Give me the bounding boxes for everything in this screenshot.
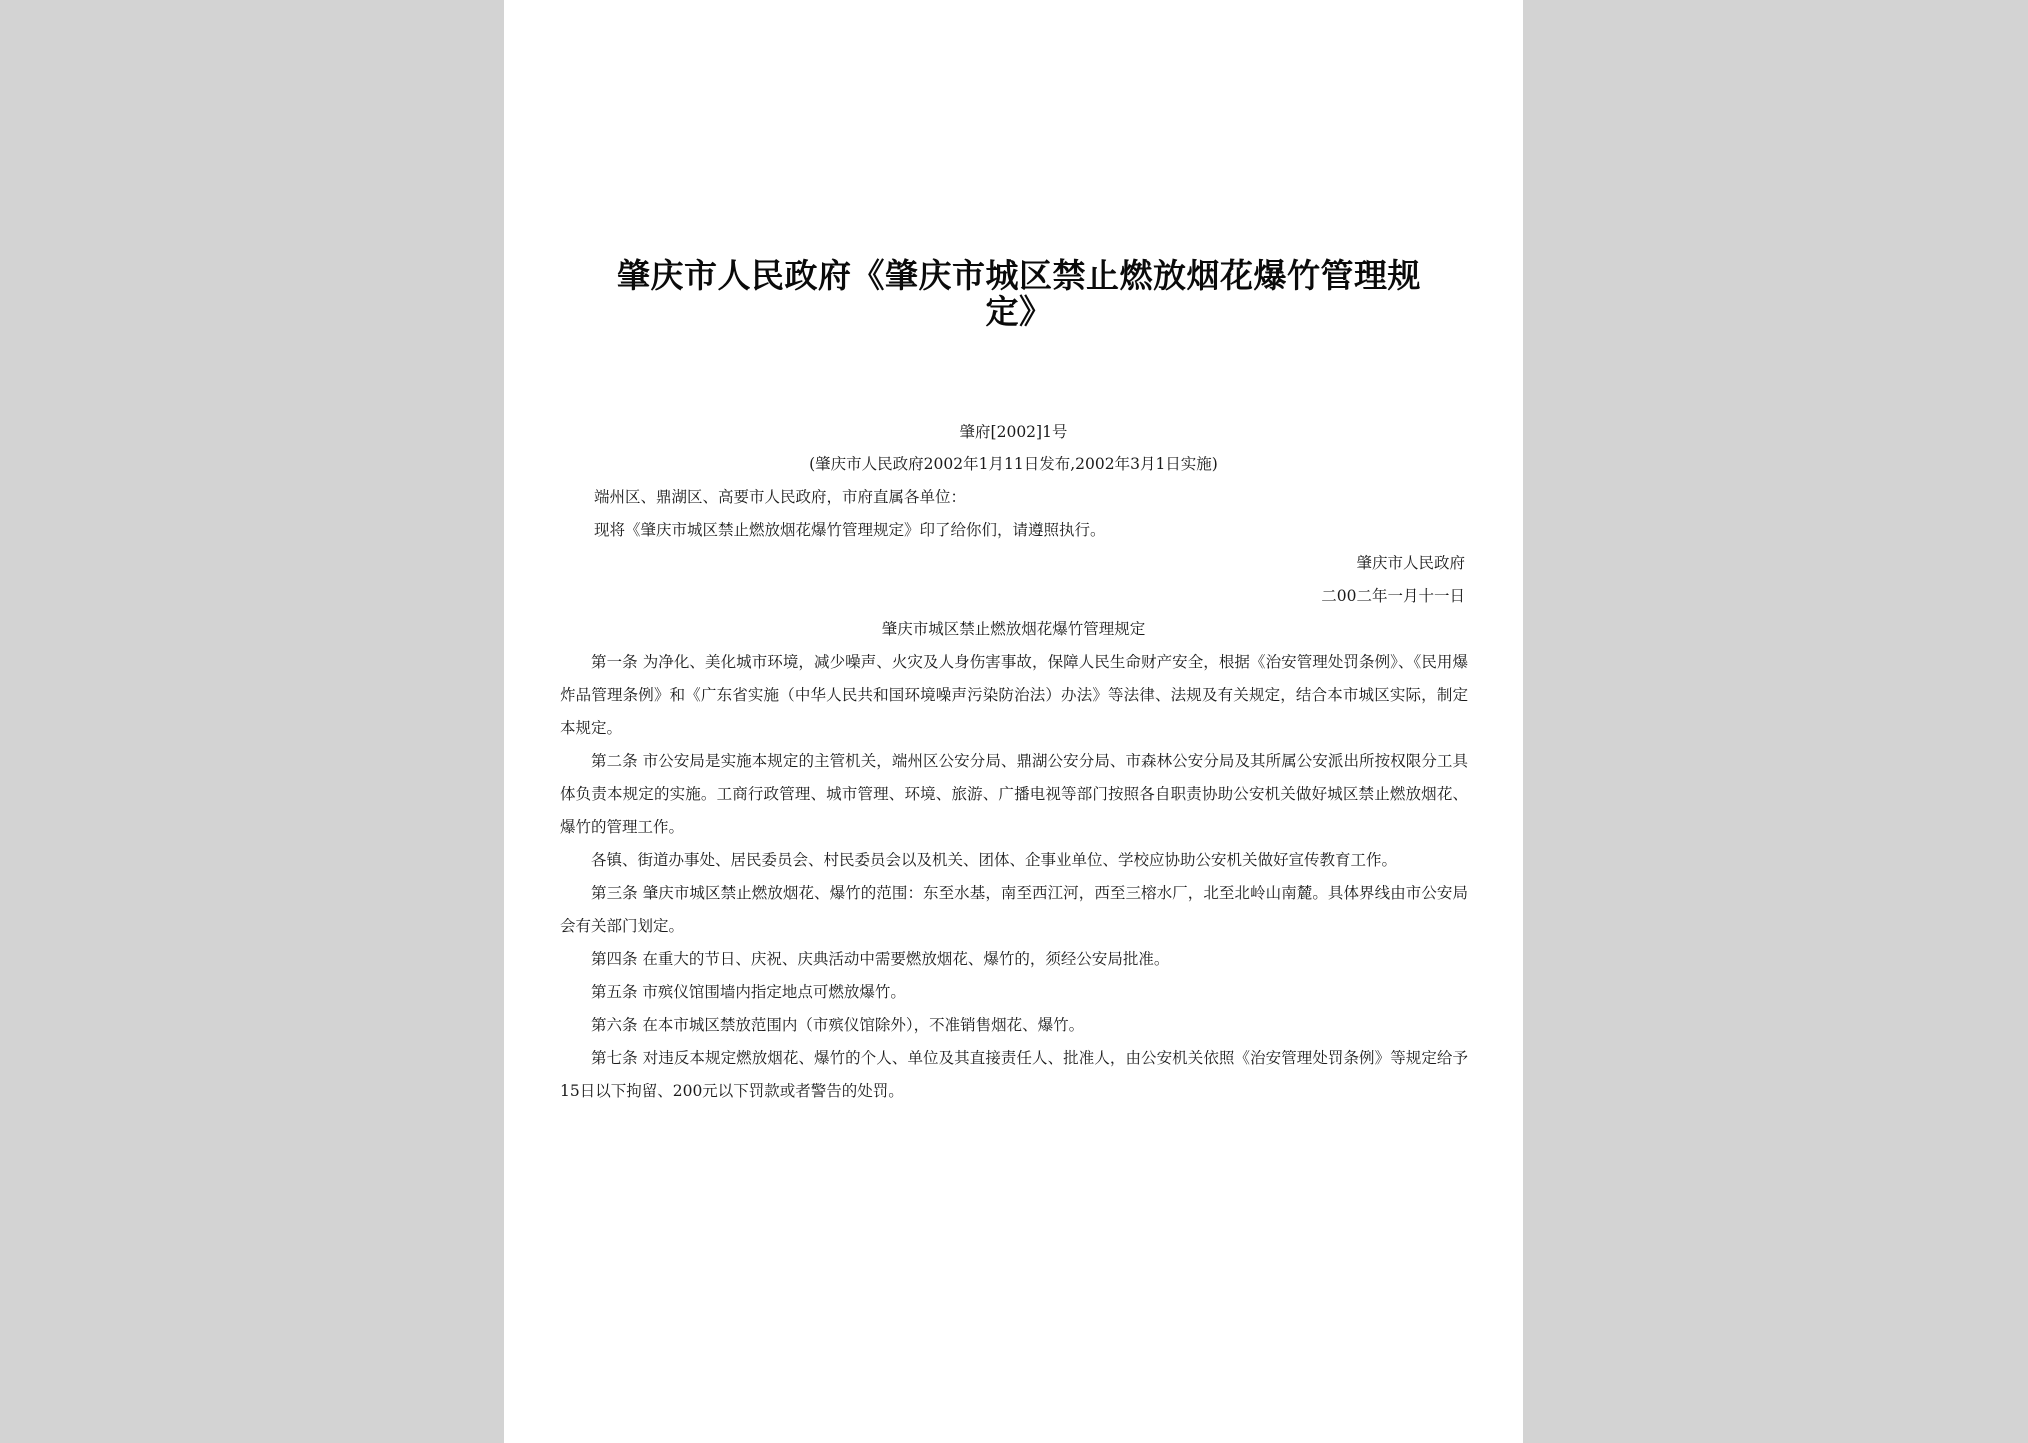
regulation-title: 肇庆市城区禁止燃放烟花爆竹管理规定: [881, 620, 1146, 638]
document-number: 肇府[2002]1号: [959, 423, 1068, 441]
addressee: 端州区、鼎湖区、高要市人民政府，市府直属各单位：: [594, 488, 967, 506]
article-6: 第六条 在本市城区禁放范围内（市殡仪馆除外），不准销售烟花、爆竹。: [591, 1016, 1085, 1034]
notice-text: 现将《肇庆市城区禁止燃放烟花爆竹管理规定》印了给你们，请遵照执行。: [594, 521, 1106, 539]
article-7: 第七条 对违反本规定燃放烟花、爆竹的个人、单位及其直接责任人、批准人，由公安机关依照《治安管理处罚条例》等规定给予15日以下拘留、200元以下罚款或者警告的处罚。: [560, 1049, 1468, 1100]
article-3: 第三条 肇庆市城区禁止燃放烟花、爆竹的范围：东至水基，南至西江河，西至三榕水厂，北至北岭山南麓。具体界线由市公安局会有关部门划定。: [560, 884, 1468, 935]
article-5: 第五条 市殡仪馆围墙内指定地点可燃放爆竹。: [591, 983, 906, 1001]
regulation-body: [560, 646, 1468, 1108]
document-title: 肇庆市人民政府《肇庆市城区禁止燃放烟花爆竹管理规定》: [617, 256, 1421, 331]
document-page: [504, 0, 1523, 1443]
article-2-paragraph-2: 各镇、街道办事处、居民委员会、村民委员会以及机关、团体、企事业单位、学校应协助公安机关做好宣传教育工作。: [591, 851, 1398, 869]
publish-note: (肇庆市人民政府2002年1月11日发布,2002年3月1日实施): [809, 455, 1218, 473]
article-2: 第二条 市公安局是实施本规定的主管机关，端州区公安分局、鼎湖公安分局、市森林公安分局及其所属公安派出所按权限分工具体负责本规定的实施。工商行政管理、城市管理、环境、旅游、广播电视等部门按照各自职责协助公安机关做好城区禁止燃放烟花、爆竹的管理工作。: [560, 752, 1468, 836]
issuer: 肇庆市人民政府: [1356, 554, 1465, 572]
article-1: 第一条 为净化、美化城市环境，减少噪声、火灾及人身伤害事故，保障人民生命财产安全，根据《治安管理处罚条例》、《民用爆炸品管理条例》和《广东省实施（中华人民共和国环境噪声污染防治法）办法》等法律、法规及有关规定，结合本市城区实际，制定本规定。: [560, 653, 1468, 737]
issue-date: 二00二年一月十一日: [1321, 587, 1465, 605]
article-4: 第四条 在重大的节日、庆祝、庆典活动中需要燃放烟花、爆竹的，须经公安局批准。: [591, 950, 1170, 968]
